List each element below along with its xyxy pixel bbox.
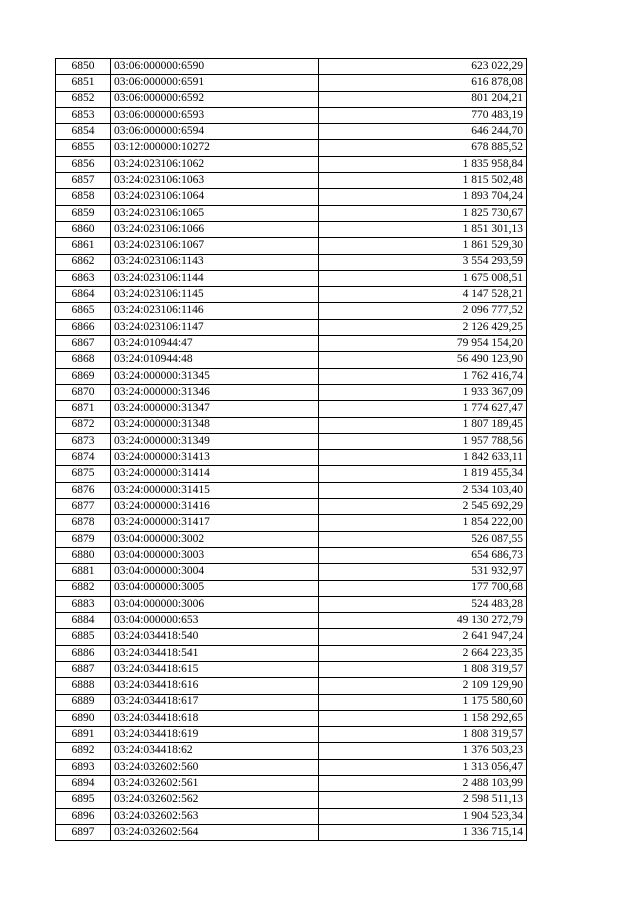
table-row: [56, 645, 527, 661]
cadastral-value: 2 641 947,24: [319, 629, 527, 645]
cadastral-value: 4 147 528,21: [319, 287, 527, 303]
table-row: [56, 466, 527, 482]
row-number: 6853: [56, 107, 111, 123]
row-number: 6869: [56, 368, 111, 384]
cadastral-number: 03:06:000000:6592: [111, 91, 319, 107]
row-number: 6881: [56, 564, 111, 580]
row-number: 6860: [56, 221, 111, 237]
row-number: 6868: [56, 352, 111, 368]
table-row: [56, 792, 527, 808]
cadastral-number: 03:24:000000:31416: [111, 499, 319, 515]
table-row: [56, 270, 527, 286]
cadastral-value: 56 490 123,90: [319, 352, 527, 368]
cadastral-number: 03:24:000000:31345: [111, 368, 319, 384]
cadastral-value: 1 893 704,24: [319, 189, 527, 205]
table-row: [56, 401, 527, 417]
row-number: 6890: [56, 710, 111, 726]
cadastral-number: 03:24:000000:31417: [111, 515, 319, 531]
cadastral-number: 03:24:000000:31414: [111, 466, 319, 482]
row-number: 6872: [56, 417, 111, 433]
cadastral-number: 03:24:034418:615: [111, 661, 319, 677]
cadastral-number: 03:24:032602:562: [111, 792, 319, 808]
table-row: [56, 254, 527, 270]
cadastral-value: 2 534 103,40: [319, 482, 527, 498]
cadastral-number: 03:24:032602:564: [111, 824, 319, 840]
row-number: 6882: [56, 580, 111, 596]
cadastral-value: 1 774 627,47: [319, 401, 527, 417]
cadastral-value: 1 933 367,09: [319, 384, 527, 400]
table-row: [56, 482, 527, 498]
cadastral-number: 03:04:000000:3005: [111, 580, 319, 596]
cadastral-number: 03:06:000000:6594: [111, 124, 319, 140]
cadastral-number: 03:04:000000:3002: [111, 531, 319, 547]
cadastral-number: 03:24:023106:1147: [111, 319, 319, 335]
table-row: [56, 564, 527, 580]
cadastral-number: 03:04:000000:3004: [111, 564, 319, 580]
cadastral-value: 1 815 502,48: [319, 173, 527, 189]
row-number: 6873: [56, 433, 111, 449]
cadastral-number: 03:24:023106:1064: [111, 189, 319, 205]
row-number: 6878: [56, 515, 111, 531]
row-number: 6871: [56, 401, 111, 417]
row-number: 6875: [56, 466, 111, 482]
cadastral-number: 03:24:023106:1145: [111, 287, 319, 303]
table-row: [56, 710, 527, 726]
cadastral-number: 03:24:023106:1146: [111, 303, 319, 319]
cadastral-value: 801 204,21: [319, 91, 527, 107]
cadastral-value: 2 096 777,52: [319, 303, 527, 319]
cadastral-number: 03:06:000000:6590: [111, 59, 319, 75]
table-row: [56, 433, 527, 449]
row-number: 6851: [56, 75, 111, 91]
row-number: 6857: [56, 173, 111, 189]
table-row: [56, 515, 527, 531]
cadastral-number: 03:24:032602:560: [111, 759, 319, 775]
cadastral-value: 177 700,68: [319, 580, 527, 596]
cadastral-value: 654 686,73: [319, 547, 527, 563]
cadastral-value: 623 022,29: [319, 59, 527, 75]
cadastral-value: 1 851 301,13: [319, 221, 527, 237]
cadastral-value: 1 808 319,57: [319, 661, 527, 677]
table-row: [56, 694, 527, 710]
table-row: [56, 384, 527, 400]
table-row: [56, 499, 527, 515]
table-row: [56, 531, 527, 547]
cadastral-value: 678 885,52: [319, 140, 527, 156]
row-number: 6874: [56, 450, 111, 466]
row-number: 6854: [56, 124, 111, 140]
cadastral-value: 1 835 958,84: [319, 156, 527, 172]
row-number: 6876: [56, 482, 111, 498]
row-number: 6896: [56, 808, 111, 824]
cadastral-number: 03:06:000000:6591: [111, 75, 319, 91]
cadastral-value: 1 842 633,11: [319, 450, 527, 466]
cadastral-value: 2 126 429,25: [319, 319, 527, 335]
cadastral-number: 03:24:000000:31349: [111, 433, 319, 449]
table-body: [56, 59, 527, 841]
cadastral-value: 79 954 154,20: [319, 336, 527, 352]
cadastral-number: 03:04:000000:653: [111, 613, 319, 629]
cadastral-value: 1 376 503,23: [319, 743, 527, 759]
table-row: [56, 629, 527, 645]
cadastral-number: 03:24:010944:47: [111, 336, 319, 352]
row-number: 6884: [56, 613, 111, 629]
cadastral-value: 1 336 715,14: [319, 824, 527, 840]
cadastral-value: 1 762 416,74: [319, 368, 527, 384]
row-number: 6891: [56, 727, 111, 743]
row-number: 6894: [56, 776, 111, 792]
row-number: 6870: [56, 384, 111, 400]
cadastral-value: 616 878,08: [319, 75, 527, 91]
table-row: [56, 368, 527, 384]
row-number: 6859: [56, 205, 111, 221]
row-number: 6862: [56, 254, 111, 270]
cadastral-value: 2 545 692,29: [319, 499, 527, 515]
cadastral-number: 03:24:023106:1065: [111, 205, 319, 221]
row-number: 6889: [56, 694, 111, 710]
cadastral-number: 03:24:023106:1066: [111, 221, 319, 237]
cadastral-value: 1 808 319,57: [319, 727, 527, 743]
row-number: 6861: [56, 238, 111, 254]
row-number: 6897: [56, 824, 111, 840]
row-number: 6883: [56, 596, 111, 612]
cadastral-number: 03:24:023106:1067: [111, 238, 319, 254]
cadastral-number: 03:24:000000:31347: [111, 401, 319, 417]
row-number: 6886: [56, 645, 111, 661]
cadastral-value: 1 819 455,34: [319, 466, 527, 482]
table-row: [56, 824, 527, 840]
cadastral-value: 1 861 529,30: [319, 238, 527, 254]
table-row: [56, 580, 527, 596]
table-row: [56, 661, 527, 677]
cadastral-number: 03:24:032602:563: [111, 808, 319, 824]
row-number: 6850: [56, 59, 111, 75]
cadastral-value: 524 483,28: [319, 596, 527, 612]
row-number: 6863: [56, 270, 111, 286]
cadastral-value: 1 904 523,34: [319, 808, 527, 824]
cadastral-value: 49 130 272,79: [319, 613, 527, 629]
table-row: [56, 336, 527, 352]
table-row: [56, 547, 527, 563]
cadastral-number: 03:24:000000:31346: [111, 384, 319, 400]
table-row: [56, 417, 527, 433]
cadastral-number: 03:24:000000:31348: [111, 417, 319, 433]
row-number: 6864: [56, 287, 111, 303]
cadastral-number: 03:24:000000:31413: [111, 450, 319, 466]
cadastral-value: 2 664 223,35: [319, 645, 527, 661]
cadastral-number: 03:24:010944:48: [111, 352, 319, 368]
row-number: 6852: [56, 91, 111, 107]
table-row: [56, 221, 527, 237]
cadastral-number: 03:24:034418:541: [111, 645, 319, 661]
cadastral-value: 1 854 222,00: [319, 515, 527, 531]
row-number: 6855: [56, 140, 111, 156]
cadastral-number: 03:24:000000:31415: [111, 482, 319, 498]
row-number: 6885: [56, 629, 111, 645]
cadastral-value: 3 554 293,59: [319, 254, 527, 270]
cadastral-number: 03:24:023106:1143: [111, 254, 319, 270]
table-row: [56, 287, 527, 303]
row-number: 6865: [56, 303, 111, 319]
table-row: [56, 743, 527, 759]
cadastral-number: 03:24:023106:1144: [111, 270, 319, 286]
cadastral-value-table: [55, 58, 527, 841]
cadastral-value: 1 807 189,45: [319, 417, 527, 433]
table-row: [56, 352, 527, 368]
table-row: [56, 450, 527, 466]
table-row: [56, 189, 527, 205]
cadastral-value: 1 175 580,60: [319, 694, 527, 710]
cadastral-value: 646 244,70: [319, 124, 527, 140]
cadastral-number: 03:04:000000:3003: [111, 547, 319, 563]
table-row: [56, 613, 527, 629]
row-number: 6856: [56, 156, 111, 172]
cadastral-value: 526 087,55: [319, 531, 527, 547]
cadastral-number: 03:24:034418:618: [111, 710, 319, 726]
row-number: 6879: [56, 531, 111, 547]
cadastral-number: 03:06:000000:6593: [111, 107, 319, 123]
row-number: 6888: [56, 678, 111, 694]
row-number: 6895: [56, 792, 111, 808]
cadastral-value: 2 598 511,13: [319, 792, 527, 808]
table-row: [56, 124, 527, 140]
table-row: [56, 173, 527, 189]
table-row: [56, 238, 527, 254]
cadastral-number: 03:24:034418:616: [111, 678, 319, 694]
table-row: [56, 776, 527, 792]
table-row: [56, 727, 527, 743]
table-row: [56, 91, 527, 107]
cadastral-value: 1 313 056,47: [319, 759, 527, 775]
row-number: 6867: [56, 336, 111, 352]
cadastral-value: 2 109 129,90: [319, 678, 527, 694]
cadastral-number: 03:24:032602:561: [111, 776, 319, 792]
cadastral-number: 03:12:000000:10272: [111, 140, 319, 156]
cadastral-number: 03:24:034418:540: [111, 629, 319, 645]
cadastral-number: 03:24:034418:619: [111, 727, 319, 743]
cadastral-value: 1 957 788,56: [319, 433, 527, 449]
row-number: 6866: [56, 319, 111, 335]
table-row: [56, 59, 527, 75]
table-row: [56, 156, 527, 172]
cadastral-number: 03:24:023106:1062: [111, 156, 319, 172]
row-number: 6893: [56, 759, 111, 775]
table-row: [56, 107, 527, 123]
table-row: [56, 808, 527, 824]
cadastral-number: 03:24:023106:1063: [111, 173, 319, 189]
row-number: 6887: [56, 661, 111, 677]
row-number: 6892: [56, 743, 111, 759]
cadastral-value: 2 488 103,99: [319, 776, 527, 792]
row-number: 6858: [56, 189, 111, 205]
table-row: [56, 319, 527, 335]
row-number: 6880: [56, 547, 111, 563]
table-row: [56, 205, 527, 221]
cadastral-number: 03:04:000000:3006: [111, 596, 319, 612]
table-row: [56, 140, 527, 156]
cadastral-value: 770 483,19: [319, 107, 527, 123]
table-row: [56, 75, 527, 91]
table-row: [56, 596, 527, 612]
cadastral-value: 1 675 008,51: [319, 270, 527, 286]
cadastral-value: 1 158 292,65: [319, 710, 527, 726]
table-row: [56, 678, 527, 694]
row-number: 6877: [56, 499, 111, 515]
cadastral-number: 03:24:034418:62: [111, 743, 319, 759]
table-row: [56, 303, 527, 319]
cadastral-value: 531 932,97: [319, 564, 527, 580]
table-row: [56, 759, 527, 775]
cadastral-value: 1 825 730,67: [319, 205, 527, 221]
cadastral-number: 03:24:034418:617: [111, 694, 319, 710]
